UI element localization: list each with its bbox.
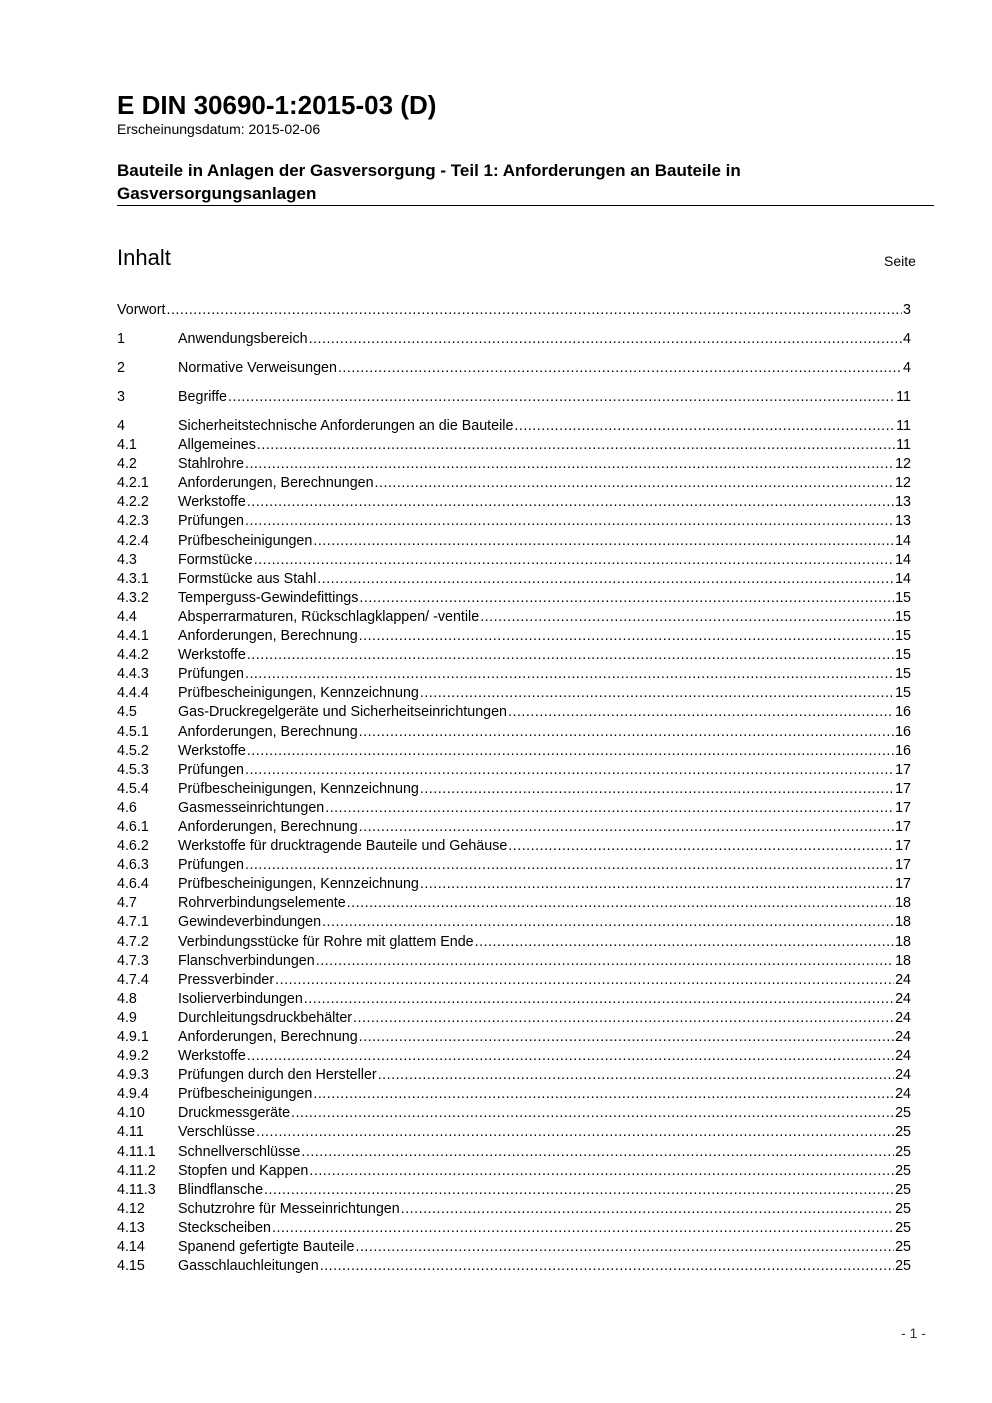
toc-entry-number: 4.9.4: [117, 1086, 149, 1103]
toc-entry-page: 24: [895, 1067, 911, 1084]
toc-entry-page: 25: [895, 1239, 911, 1256]
toc-entry-number: 4.3.1: [117, 570, 149, 587]
toc-dot-leader: [245, 512, 894, 531]
toc-entry[interactable]: [117, 589, 911, 608]
toc-entry[interactable]: [117, 703, 911, 722]
toc-dot-leader: [359, 818, 894, 837]
toc-entry-title: Gasmesseinrichtungen: [178, 799, 325, 816]
toc-entry-page: 25: [895, 1219, 911, 1236]
toc-entry-title: Gas-Druckregelgeräte und Sicherheitseinrichtungen: [178, 704, 508, 721]
toc-entry-page: 25: [895, 1124, 911, 1141]
toc-entry-title: Absperrarmaturen, Rückschlagklappen/ -ventile: [178, 608, 480, 625]
toc-entry-page: 25: [895, 1105, 911, 1122]
toc-entry-title: Anforderungen, Berechnung: [178, 818, 358, 835]
toc-dot-leader: [325, 799, 894, 818]
toc-entry-number: 4.6.4: [117, 876, 149, 893]
toc-dot-leader: [309, 330, 902, 349]
toc-entry-number: 4.9.1: [117, 1029, 149, 1045]
toc-entry[interactable]: [117, 1028, 911, 1047]
toc-dot-leader: [420, 684, 894, 703]
toc-dot-leader: [420, 780, 894, 799]
toc-entry[interactable]: [117, 1200, 911, 1219]
toc-entry-number: 1: [117, 331, 125, 347]
toc-entry-title: Sicherheitstechnische Anforderungen an die Bauteile: [178, 418, 514, 434]
toc-entry-title: Prüfungen: [178, 513, 244, 530]
toc-entry[interactable]: [117, 455, 911, 474]
toc-entry-number: 4.14: [117, 1239, 145, 1256]
toc-entry-title: Prüfbescheinigungen: [178, 532, 313, 549]
toc-dot-leader: [359, 589, 894, 608]
toc-entry-page: 14: [895, 532, 911, 549]
toc-entry-page: 17: [895, 818, 911, 835]
toc-entry[interactable]: [117, 933, 911, 952]
toc-entry[interactable]: [117, 1085, 911, 1104]
toc-entry-page: 18: [895, 914, 911, 931]
toc-dot-leader: [245, 856, 894, 875]
toc-entry-title: Durchleitungsdruckbehälter: [178, 1009, 353, 1026]
toc-entry[interactable]: [117, 665, 911, 684]
toc-dot-leader: [475, 933, 894, 952]
toc-entry-number: 4.4.4: [117, 685, 149, 702]
toc-entry-number: 4.12: [117, 1200, 145, 1217]
toc-entry[interactable]: [117, 512, 911, 531]
toc-entry-title: Gasschlauchleitungen: [178, 1258, 319, 1275]
toc-entry-title: Werkstoffe: [178, 742, 246, 759]
toc-entry[interactable]: [117, 551, 911, 570]
toc-entry[interactable]: [117, 436, 911, 455]
toc-entry-title: Prüfungen: [178, 857, 244, 874]
toc-entry-number: 4.3: [117, 551, 137, 568]
toc-entry-number: 4.5.3: [117, 761, 149, 778]
toc-entry-page: 18: [895, 895, 911, 912]
toc-dot-leader: [291, 1104, 894, 1123]
toc-dot-leader: [256, 1123, 894, 1142]
toc-dot-leader: [272, 1219, 894, 1238]
toc-entry-number: 4.5.2: [117, 742, 149, 759]
toc-entry-number: 4.13: [117, 1219, 145, 1236]
toc-entry-page: 24: [895, 990, 911, 1007]
toc-dot-leader: [347, 894, 894, 913]
toc-entry-title: Druckmessgeräte: [178, 1105, 291, 1122]
toc-entry-title: Isolierverbindungen: [178, 990, 303, 1007]
toc-entry-page: 15: [895, 608, 911, 625]
toc-entry-title: Prüfbescheinigungen, Kennzeichnung: [178, 780, 419, 797]
toc-entry[interactable]: [117, 417, 911, 436]
toc-dot-leader: [254, 551, 894, 570]
toc-entry-number: 4.4.2: [117, 647, 149, 664]
toc-entry-title: Verbindungsstücke für Rohre mit glattem Ende: [178, 933, 474, 950]
toc-entry-page: 17: [895, 761, 911, 778]
toc-entry-number: 4.9: [117, 1009, 137, 1026]
toc-entry-page: 24: [895, 1048, 911, 1065]
toc-entry[interactable]: [117, 359, 911, 388]
toc-entry-page: 17: [895, 838, 911, 855]
toc-entry-title: Pressverbinder: [178, 971, 275, 988]
toc-dot-leader: [228, 388, 895, 407]
toc-entry[interactable]: [117, 570, 911, 589]
toc-entry-number: 4.1: [117, 437, 137, 454]
toc-entry-number: 4.11.2: [117, 1162, 156, 1179]
toc-dot-leader: [338, 359, 902, 378]
toc-dot-leader: [320, 1257, 894, 1276]
toc-entry-page: 3: [903, 302, 911, 318]
toc-entry-title: Allgemeines: [178, 437, 256, 454]
toc-dot-leader: [275, 971, 894, 990]
toc-entry-title: Verschlüsse: [178, 1124, 256, 1141]
toc-dot-leader: [508, 837, 894, 856]
toc-dot-leader: [247, 742, 894, 761]
toc-entry-title: Anforderungen, Berechnung: [178, 1029, 358, 1045]
toc-entry-number: 4.5.1: [117, 723, 149, 740]
toc-entry-page: 15: [895, 685, 911, 702]
toc-entry-page: 12: [895, 475, 911, 492]
toc-entry-title: Werkstoffe für drucktragende Bauteile und Gehäuse: [178, 838, 508, 855]
toc-entry-number: 3: [117, 389, 125, 405]
toc-entry[interactable]: [117, 913, 911, 932]
toc-entry[interactable]: [117, 894, 911, 913]
toc-entry-title: Prüfbescheinigungen, Kennzeichnung: [178, 685, 419, 702]
toc-entry-number: 4.9.3: [117, 1067, 149, 1084]
toc-entry-number: 4.2.4: [117, 532, 149, 549]
toc-entry[interactable]: [117, 1257, 911, 1276]
toc-entry[interactable]: [117, 971, 911, 990]
toc-entry[interactable]: [117, 388, 911, 417]
toc-entry-page: 14: [895, 570, 911, 587]
toc-entry[interactable]: [117, 1219, 911, 1238]
toc-entry-number: 4.3.2: [117, 589, 149, 606]
toc-dot-leader: [245, 665, 894, 684]
toc-entry-number: 4.9.2: [117, 1048, 149, 1065]
table-of-contents: [117, 301, 911, 1276]
toc-entry[interactable]: [117, 1047, 911, 1066]
toc-entry-page: 16: [895, 742, 911, 759]
toc-entry-title: Prüfbescheinigungen, Kennzeichnung: [178, 876, 419, 893]
toc-dot-leader: [313, 532, 894, 551]
toc-entry-title: Anwendungsbereich: [178, 331, 308, 347]
toc-entry-number: 4.6.3: [117, 857, 149, 874]
toc-entry-number: 4.2.2: [117, 494, 149, 511]
toc-entry[interactable]: [117, 608, 911, 627]
toc-entry[interactable]: [117, 493, 911, 512]
toc-entry-title: Prüfungen durch den Hersteller: [178, 1067, 377, 1084]
toc-entry-title: Anforderungen, Berechnungen: [178, 475, 374, 492]
toc-entry-number: 4.7.1: [117, 914, 149, 931]
toc-entry-title: Stopfen und Kappen: [178, 1162, 309, 1179]
toc-entry-title: Schutzrohre für Messeinrichtungen: [178, 1200, 400, 1217]
toc-entry-number: 4.4: [117, 608, 137, 625]
toc-entry-page: 17: [895, 780, 911, 797]
toc-entry-number: 4.6: [117, 799, 137, 816]
toc-dot-leader: [401, 1200, 894, 1219]
toc-entry[interactable]: [117, 818, 911, 837]
toc-dot-leader: [508, 703, 894, 722]
toc-entry-page: 15: [895, 647, 911, 664]
toc-entry-page: 17: [895, 876, 911, 893]
toc-entry-number: 4.2: [117, 456, 137, 473]
toc-dot-leader: [322, 913, 894, 932]
toc-entry-number: 4.5: [117, 704, 137, 721]
toc-entry-title: Formstücke: [178, 551, 253, 568]
toc-entry-title: Prüfungen: [178, 761, 244, 778]
toc-entry[interactable]: [117, 532, 911, 551]
toc-entry[interactable]: [117, 330, 911, 359]
toc-entry[interactable]: [117, 856, 911, 875]
toc-entry-number: 4.8: [117, 990, 137, 1007]
toc-dot-leader: [313, 1085, 894, 1104]
document-subtitle: Bauteile in Anlagen der Gasversorgung - Teil 1: Anforderungen an Bauteile in Gasversorgungsanlagen: [117, 161, 741, 203]
toc-dot-leader: [247, 1047, 894, 1066]
toc-entry-page: 17: [895, 799, 911, 816]
toc-entry-title: Steckscheiben: [178, 1219, 271, 1236]
toc-dot-leader: [359, 723, 894, 742]
toc-entry-page: 16: [895, 723, 911, 740]
toc-dot-leader: [355, 1238, 894, 1257]
toc-entry[interactable]: [117, 1143, 911, 1162]
toc-entry-title: Normative Verweisungen: [178, 360, 337, 376]
toc-entry-number: 4.7.3: [117, 952, 149, 969]
toc-entry-page: 25: [895, 1143, 911, 1160]
toc-entry[interactable]: [117, 646, 911, 665]
toc-entry-number: 4.11: [117, 1124, 144, 1141]
toc-entry-number: 4.11.1: [117, 1143, 156, 1160]
toc-dot-leader: [420, 875, 894, 894]
toc-entry-title: Schnellverschlüsse: [178, 1143, 301, 1160]
toc-dot-leader: [257, 436, 895, 455]
toc-dot-leader: [375, 474, 895, 493]
toc-entry-number: 4.15: [117, 1258, 145, 1275]
toc-entry-number: 4: [117, 418, 125, 434]
toc-dot-leader: [353, 1009, 894, 1028]
toc-dot-leader: [301, 1143, 894, 1162]
toc-entry-number: 4.2.1: [117, 475, 149, 492]
publication-date: Erscheinungsdatum: 2015-02-06: [117, 121, 321, 137]
toc-entry-page: 12: [895, 456, 911, 473]
toc-dot-leader: [247, 493, 894, 512]
toc-entry[interactable]: [117, 723, 911, 742]
toc-dot-leader: [166, 301, 902, 320]
toc-entry[interactable]: [117, 1181, 911, 1200]
toc-entry-page: 24: [895, 1086, 911, 1103]
toc-entry-title: Werkstoffe: [178, 1048, 246, 1065]
toc-entry[interactable]: [117, 627, 911, 646]
toc-entry-title: Temperguss-Gewindefittings: [178, 589, 359, 606]
toc-entry-number: 4.7.4: [117, 971, 149, 988]
toc-entry-page: 11: [896, 389, 911, 405]
toc-entry-page: 24: [895, 1009, 911, 1026]
toc-entry-page: 13: [895, 494, 911, 511]
toc-entry-page: 17: [895, 857, 911, 874]
toc-entry[interactable]: [117, 742, 911, 761]
toc-entry-number: 4.4.3: [117, 666, 149, 683]
toc-entry-page: 11: [896, 418, 911, 434]
toc-entry-number: 4.11.3: [117, 1181, 156, 1198]
toc-entry-number: 4.10: [117, 1105, 145, 1122]
toc-entry-number: 4.6.1: [117, 818, 149, 835]
toc-entry-number: 4.4.1: [117, 628, 149, 645]
toc-dot-leader: [378, 1066, 894, 1085]
toc-entry-page: 4: [903, 331, 911, 347]
toc-entry-number: 2: [117, 360, 125, 376]
toc-dot-leader: [247, 646, 894, 665]
toc-entry[interactable]: [117, 684, 911, 703]
toc-entry-title: Stahlrohre: [178, 456, 244, 473]
toc-entry[interactable]: [117, 780, 911, 799]
toc-entry-number: 4.5.4: [117, 780, 149, 797]
toc-dot-leader: [245, 455, 894, 474]
toc-entry[interactable]: [117, 1238, 911, 1257]
toc-dot-leader: [480, 608, 894, 627]
toc-entry-page: 16: [895, 704, 911, 721]
toc-dot-leader: [309, 1162, 894, 1181]
toc-entry-title: Formstücke aus Stahl: [178, 570, 317, 587]
toc-entry[interactable]: [117, 474, 911, 493]
toc-entry-number: 4.7: [117, 895, 137, 912]
toc-heading: Inhalt: [117, 245, 171, 270]
toc-entry-title: Gewindeverbindungen: [178, 914, 322, 931]
toc-entry-number: 4.7.2: [117, 933, 149, 950]
toc-entry-number: 4.6.2: [117, 838, 149, 855]
toc-entry-page: 4: [903, 360, 911, 376]
toc-dot-leader: [514, 417, 895, 436]
toc-entry-page: 25: [895, 1258, 911, 1275]
toc-entry-title: Begriffe: [178, 389, 228, 405]
toc-entry[interactable]: [117, 799, 911, 818]
toc-entry-title: Prüfungen: [178, 666, 244, 683]
toc-entry[interactable]: [117, 761, 911, 780]
toc-page-label: Seite: [884, 253, 916, 269]
toc-entry-page: 18: [895, 933, 911, 950]
toc-entry[interactable]: [117, 1066, 911, 1085]
toc-entry-page: 14: [895, 551, 911, 568]
toc-entry[interactable]: [117, 1123, 911, 1142]
toc-entry-page: 15: [895, 589, 911, 606]
toc-dot-leader: [316, 952, 894, 971]
toc-dot-leader: [264, 1181, 894, 1200]
toc-entry-title: Spanend gefertigte Bauteile: [178, 1239, 355, 1256]
toc-entry-number: 4.2.3: [117, 513, 149, 530]
toc-dot-leader: [304, 990, 894, 1009]
toc-dot-leader: [317, 570, 894, 589]
toc-entry-page: 13: [895, 513, 911, 530]
toc-entry[interactable]: [117, 837, 911, 856]
toc-entry-page: 25: [895, 1200, 911, 1217]
toc-entry-title: Flanschverbindungen: [178, 952, 315, 969]
toc-entry[interactable]: [117, 301, 911, 330]
toc-entry-title: Werkstoffe: [178, 494, 246, 511]
toc-dot-leader: [359, 1028, 894, 1047]
toc-entry-page: 25: [895, 1162, 911, 1179]
toc-entry-title: Rohrverbindungselemente: [178, 895, 346, 912]
toc-entry[interactable]: [117, 1104, 911, 1123]
toc-entry-title: Werkstoffe: [178, 647, 246, 664]
toc-entry-page: 24: [895, 971, 911, 988]
toc-entry-page: 24: [895, 1029, 911, 1045]
toc-entry-title: Prüfbescheinigungen: [178, 1086, 313, 1103]
toc-entry[interactable]: [117, 875, 911, 894]
toc-entry[interactable]: [117, 1162, 911, 1181]
toc-dot-leader: [359, 627, 894, 646]
toc-entry-page: 18: [895, 952, 911, 969]
page-number: - 1 -: [901, 1325, 926, 1341]
title-divider: [117, 205, 934, 206]
document-title: E DIN 30690-1:2015-03 (D): [117, 90, 437, 120]
toc-entry-title: Vorwort: [117, 302, 166, 318]
toc-entry-title: Anforderungen, Berechnung: [178, 723, 358, 740]
toc-dot-leader: [245, 761, 894, 780]
toc-entry-page: 11: [896, 437, 911, 454]
toc-entry-page: 15: [895, 628, 911, 645]
toc-entry-title: Blindflansche: [178, 1181, 264, 1198]
toc-entry-page: 15: [895, 666, 911, 683]
toc-entry-title: Anforderungen, Berechnung: [178, 628, 358, 645]
toc-entry-page: 25: [895, 1181, 911, 1198]
toc-entry[interactable]: [117, 952, 911, 971]
toc-entry[interactable]: [117, 990, 911, 1009]
toc-entry[interactable]: [117, 1009, 911, 1028]
